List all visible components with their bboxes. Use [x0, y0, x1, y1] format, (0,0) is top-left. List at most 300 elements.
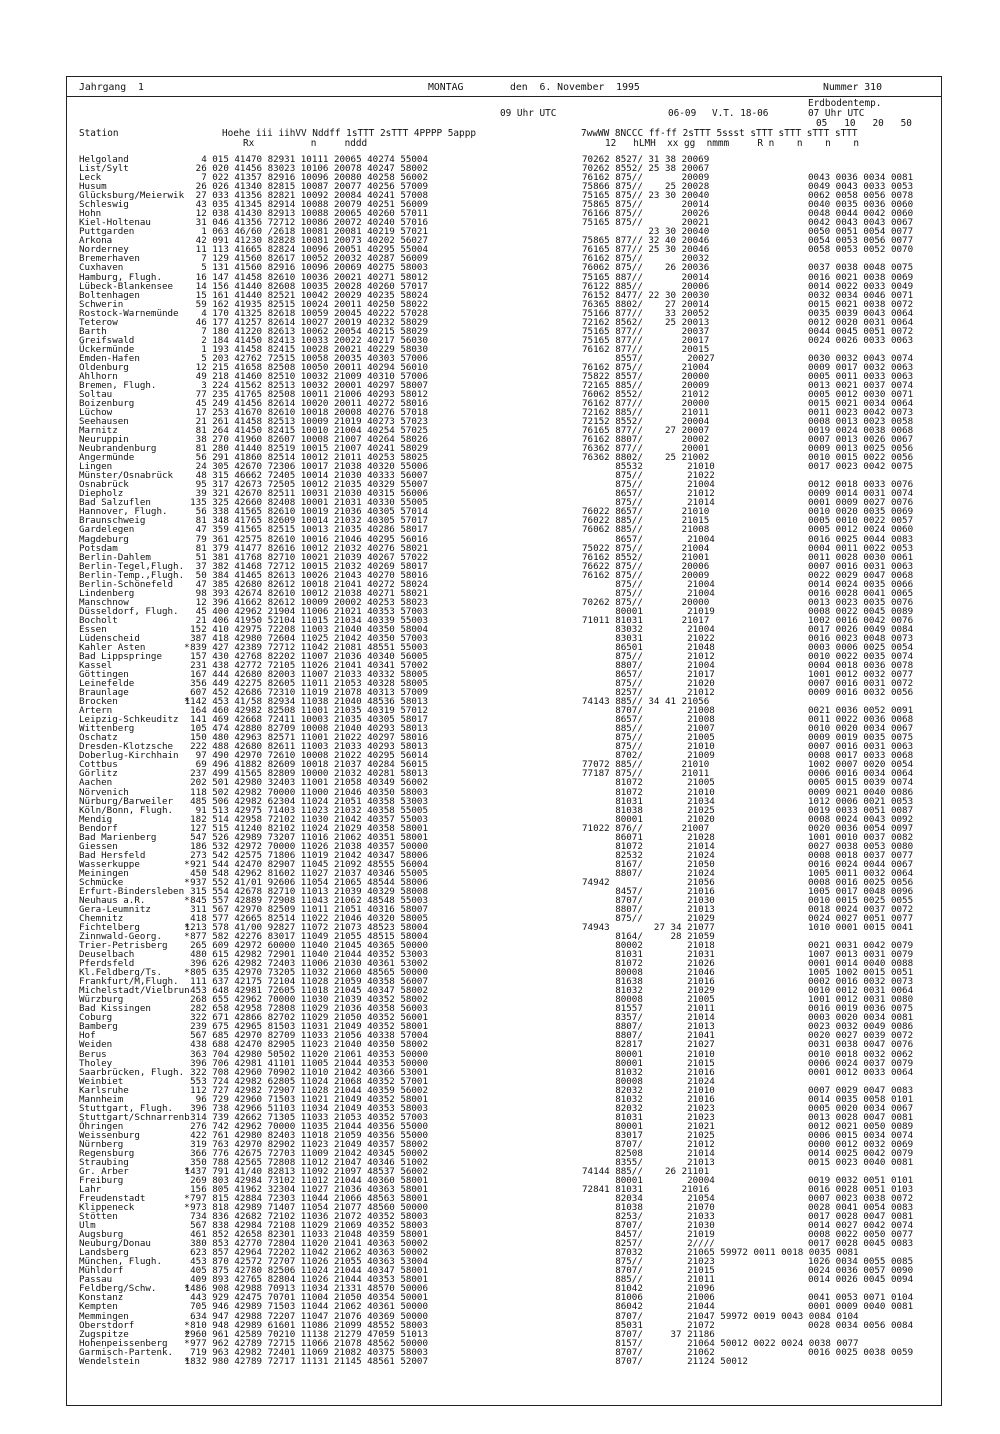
row-09utc-values: 567 685 42970 82709 11033 21056 40338 57004 [190, 1030, 428, 1042]
station-name: Düsseldorf, Flugh. [79, 605, 179, 617]
row-soil-temps: 0030 0032 0043 0074 [808, 352, 914, 364]
row-soil-temps: 0019 0032 0051 0101 [808, 1175, 914, 1186]
row-0609-values: 76162 877// 20000 [582, 397, 710, 409]
row-09utc-values: 46 177 41257 82614 10027 20019 40232 58029 [195, 316, 428, 328]
row-soil-temps: 0005 0012 0030 0071 [808, 388, 914, 400]
row-09utc-values: 322 671 42866 82702 11029 21050 40352 56001 [190, 1012, 428, 1024]
row-09utc-values: 118 502 42982 70000 11000 21046 40350 58003 [190, 786, 428, 798]
station-name: Cuxhaven [79, 262, 124, 274]
row-soil-temps: 0006 0016 0034 0064 [808, 768, 914, 780]
row-soil-temps: 0018 0024 0037 0072 [808, 903, 914, 915]
row-09utc-values: 79 361 42575 82610 10016 21046 40295 56016 [195, 533, 428, 545]
row-soil-temps: 1005 1002 0015 0051 [808, 967, 914, 979]
row-09utc-values: 418 577 42665 82514 11022 21046 40320 58005 [190, 912, 428, 924]
row-0609-values: 76162 8552/ 21001 [582, 551, 710, 563]
row-soil-temps: 0003 0006 0025 0054 [808, 641, 914, 653]
row-0609-values: 8257/ 2//// [582, 1238, 715, 1250]
station-name: Osnabrück [79, 479, 129, 491]
row-0609-values: 74942 21056 [582, 876, 715, 888]
row-09utc-values: 4 170 41325 82618 10059 20045 40222 57028 [201, 307, 428, 319]
row-09utc-values: 156 805 41962 32304 11027 21036 40363 58001 [190, 1184, 428, 1195]
row-soil-temps: 0008 0024 0043 0092 [808, 813, 914, 825]
row-09utc-values: 43 035 41345 82914 10088 20079 40251 56009 [195, 199, 428, 211]
row-0609-values: 8457/ 21019 [582, 1229, 715, 1241]
station-name: Pferdsfeld [79, 958, 135, 970]
row-09utc-values: 797 815 42884 72303 11044 21066 48563 58001 [190, 1193, 428, 1204]
row-09utc-values: 167 444 42680 82003 11007 21033 40332 58005 [190, 669, 428, 680]
row-0609-values: 76162 875// 20009 [582, 172, 710, 184]
row-soil-temps: 0037 0038 0048 0075 [808, 262, 914, 274]
row-09utc-values: 81 348 41765 82609 10014 21032 40305 57017 [195, 515, 428, 527]
row-0609-values: 86501 21048 [582, 641, 715, 653]
row-soil-temps: 0008 0016 0025 0056 [808, 876, 914, 888]
row-soil-temps: 0008 0022 0045 0089 [808, 605, 914, 617]
row-0609-values: 80001 20004 [582, 1175, 715, 1186]
station-name: Norderney [79, 244, 129, 256]
row-09utc-values: 38 270 41960 82607 10008 21007 40264 58026 [195, 434, 428, 446]
row-0609-values: 76022 8657/ 21010 [582, 506, 710, 518]
header-line-2b: 12 hLMH xx gg nmmm R n n n n [605, 138, 859, 149]
row-0609-values: 8257/ 21012 [582, 687, 715, 699]
row-09utc-values: 282 658 42958 72808 11029 21036 40358 56003 [190, 1003, 428, 1015]
station-name: Leinefelde [79, 678, 135, 689]
station-name: Gera-Leumnitz [79, 903, 151, 915]
row-soil-temps: 0058 0053 0052 0070 [808, 244, 914, 256]
station-name: Dresden-Klotzsche [79, 741, 174, 753]
station-name: Zugspitze * [79, 1328, 190, 1340]
row-0609-values: 8457/ 21016 [582, 885, 715, 897]
station-name: Hamburg, Flugh. [79, 271, 162, 283]
row-soil-temps: 0010 0020 0034 0067 [808, 723, 914, 735]
row-soil-temps: 0016 0023 0048 0073 [808, 632, 914, 644]
station-name: Deuselbach [79, 949, 135, 961]
row-09utc-values: 21 261 41458 82513 10009 21019 40273 57023 [195, 416, 428, 427]
row-soil-temps: 0006 0015 0034 0074 [808, 1129, 914, 1141]
row-09utc-values: 322 708 42960 70902 11010 21042 40366 53001 [190, 1066, 428, 1078]
soil-depths: 05 10 20 50 [816, 118, 912, 129]
row-09utc-values: 127 515 41240 82102 11024 21029 40358 58001 [190, 822, 428, 834]
row-soil-temps: 0004 0011 0022 0053 [808, 542, 914, 554]
row-0609-values: 81072 21005 [582, 777, 715, 789]
row-soil-temps: 1001 0012 0032 0077 [808, 669, 914, 680]
station-name: Glücksburg/Meierwik [79, 190, 185, 202]
row-09utc-values: 319 763 42970 82902 11023 21049 40357 58002 [190, 1138, 428, 1150]
row-09utc-values: 315 554 42678 82710 11013 21039 40329 58008 [190, 885, 428, 897]
row-09utc-values: 1213 578 41/00 92827 11072 21073 48523 58004 [184, 922, 428, 933]
row-soil-temps: 0015 0021 0038 0072 [808, 298, 914, 310]
row-0609-values: 81038 21070 [582, 1202, 715, 1214]
row-09utc-values: 634 947 42988 72207 11047 21076 40369 50000 [190, 1310, 428, 1322]
row-09utc-values: 2 184 41450 82413 10033 20022 40217 56030 [201, 334, 428, 346]
station-name: Landsberg [79, 1247, 129, 1259]
station-name: Passau [79, 1274, 113, 1286]
row-soil-temps: 0014 0025 0042 0079 [808, 1147, 914, 1159]
station-name: Erfurt-Bindersleben [79, 885, 185, 897]
group-09-utc: 09 Uhr UTC [500, 108, 557, 119]
row-0609-values: 70262 875// 20000 [582, 596, 710, 608]
row-09utc-values: 12 038 41430 82913 10088 20065 40260 57011 [195, 208, 428, 220]
station-name: Lüdenscheid [79, 632, 140, 644]
row-09utc-values: 135 325 42660 82408 10001 21031 40330 55005 [190, 497, 428, 509]
station-name: Stötten [79, 1211, 118, 1223]
station-name: Berlin-Temp.,Flugh. [79, 569, 185, 581]
row-09utc-values: 91 513 42975 71403 11023 21032 40358 55005 [195, 804, 428, 816]
row-0609-values: 8657/ 21017 [582, 669, 715, 680]
row-soil-temps: 0004 0018 0036 0078 [808, 660, 914, 671]
row-soil-temps: 0003 0020 0034 0081 [808, 1012, 914, 1024]
row-0609-values: 8557/ 20027 [582, 352, 715, 364]
row-soil-temps: 0014 0035 0058 0101 [808, 1093, 914, 1105]
station-name: Boltenhagen [79, 289, 140, 301]
station-name: Nürnberg [79, 1138, 124, 1150]
row-0609-values: 77187 875// 21011 [582, 768, 710, 780]
row-09utc-values: 547 526 42989 73207 11016 21062 40351 58001 [190, 831, 428, 843]
row-0609-values: 23 30 20040 [582, 226, 710, 238]
row-0609-values: 80001 21021 [582, 1120, 715, 1132]
row-09utc-values: 105 474 42880 82709 10008 21040 40293 58013 [190, 723, 428, 735]
row-soil-temps: 0011 0023 0042 0073 [808, 407, 914, 418]
row-soil-temps: 0013 0023 0035 0076 [808, 596, 914, 608]
row-soil-temps: 0010 0015 0022 0056 [808, 452, 914, 464]
row-soil-temps: 0017 0028 0045 0083 [808, 1238, 914, 1250]
station-name: Karlsruhe [79, 1084, 129, 1096]
station-name: Würzburg [79, 994, 124, 1006]
station-name: Klippeneck * [79, 1202, 190, 1214]
row-0609-values: 86071 21028 [582, 831, 715, 843]
station-name: Konstanz [79, 1292, 124, 1304]
station-name: Frankfurt/M,Flugh. [79, 976, 179, 988]
row-0609-values: 80008 21046 [582, 967, 715, 979]
station-name: Weinbiet [79, 1075, 124, 1087]
row-0609-values: 8707/ 21008 [582, 705, 715, 717]
row-09utc-values: 111 637 42175 72104 11028 21059 40358 56007 [190, 976, 428, 988]
row-09utc-values: 182 514 42958 72102 11030 21042 40357 55003 [190, 813, 428, 825]
row-soil-temps: 0024 0027 0051 0077 [808, 912, 914, 924]
row-soil-temps: 0062 0058 0056 0078 [808, 190, 914, 202]
station-name: Wasserkuppe * [79, 858, 190, 870]
station-name: Angermünde [79, 452, 135, 464]
row-0609-values: 8807/ 21013 [582, 1021, 715, 1033]
row-0609-values: 8707/ 21062 [582, 1346, 715, 1358]
station-name: Brocken * [79, 696, 190, 708]
station-name: Neuburg/Donau [79, 1238, 151, 1250]
row-09utc-values: 26 020 41456 83023 10106 20078 40247 58002 [195, 163, 428, 174]
row-09utc-values: 31 046 41356 72712 10086 20072 40240 57016 [195, 217, 428, 229]
row-09utc-values: 973 818 42989 71407 11054 21077 48560 50000 [190, 1202, 428, 1214]
row-0609-values: 87032 21065 59972 0011 0018 0035 0081 [582, 1247, 859, 1259]
row-0609-values: 75022 875// 21004 [582, 542, 710, 554]
row-09utc-values: 734 836 42682 72102 11036 21072 40352 58003 [190, 1211, 428, 1223]
station-name: Schmücke * [79, 876, 190, 888]
header-line-1: Hoehe iii iihVV Nddff 1sTTT 2sTTT 4PPPP 5appp [222, 128, 476, 139]
row-soil-temps: 0008 0017 0033 0068 [808, 750, 914, 762]
row-0609-values: 76165 877// 25 30 20046 [582, 244, 710, 256]
row-0609-values: 875// 21004 [582, 479, 715, 491]
station-name: Freudenstadt * [79, 1193, 190, 1204]
row-soil-temps: 0028 0034 0056 0084 [808, 1319, 914, 1331]
row-soil-temps: 0009 0016 0032 0056 [808, 687, 914, 699]
row-soil-temps: 0007 0013 0026 0067 [808, 434, 914, 446]
station-header: Station [79, 128, 119, 139]
station-name: Trier-Petrisberg [79, 940, 168, 951]
row-soil-temps: 0001 0012 0033 0064 [808, 1066, 914, 1078]
station-name: Marnitz [79, 425, 118, 437]
row-0609-values: 8253/ 21033 [582, 1211, 715, 1223]
row-09utc-values: 186 532 42972 70000 11026 21038 40357 50000 [190, 840, 428, 852]
row-soil-temps: 0014 0026 0045 0094 [808, 1274, 914, 1286]
row-0609-values: 8707/ 21124 50012 [582, 1355, 748, 1367]
row-soil-temps: 0005 0015 0039 0074 [808, 777, 914, 789]
row-0609-values: 81031 21034 [582, 795, 715, 807]
row-0609-values: 81032 21016 [582, 1093, 715, 1105]
row-09utc-values: 461 852 42658 82301 11033 21048 40359 58001 [190, 1229, 428, 1241]
station-name: Hannover, Flugh. [79, 506, 168, 518]
row-09utc-values: 95 317 42673 72505 10012 21035 40329 55007 [195, 479, 428, 491]
row-soil-temps: 0016 0021 0038 0069 [808, 271, 914, 283]
row-soil-temps: 1010 0001 0015 0041 [808, 922, 914, 933]
row-0609-values: 86042 21044 [582, 1301, 715, 1313]
row-soil-temps: 0010 0012 0031 0064 [808, 985, 914, 997]
station-name: Braunlage [79, 687, 129, 699]
row-09utc-values: 5 131 41560 82916 10096 20069 40275 58003 [201, 262, 428, 274]
row-soil-temps: 0031 0038 0047 0076 [808, 1039, 914, 1051]
row-soil-temps: 0007 0029 0047 0083 [808, 1084, 914, 1096]
station-name: Saarbrücken, Flugh. [79, 1066, 185, 1078]
row-09utc-values: 422 761 42980 82403 11018 21059 40356 55000 [190, 1129, 428, 1141]
row-09utc-values: 265 609 42972 60000 11040 21045 40365 50000 [190, 940, 428, 951]
row-0609-values: 76162 8807/ 20002 [582, 434, 710, 446]
station-name: Fichtelberg * [79, 922, 190, 933]
row-0609-values: 85532 21010 [582, 461, 715, 473]
row-0609-values: 875// 21004 [582, 578, 715, 590]
row-09utc-values: 396 626 42982 72403 11006 21030 40361 53002 [190, 958, 428, 970]
row-soil-temps: 0011 0022 0036 0068 [808, 714, 914, 726]
station-name: Hohenpeissenberg * [79, 1337, 190, 1349]
row-0609-values: 81038 21025 [582, 804, 715, 816]
row-0609-values: 74143 885// 34 41 21056 [582, 696, 710, 708]
row-09utc-values: 7 180 41220 82613 10062 20054 40215 58029 [201, 325, 428, 337]
station-name: Neuruppin [79, 434, 129, 446]
row-09utc-values: 21 406 41950 52104 11015 21034 40339 55003 [195, 614, 428, 626]
row-soil-temps: 0016 0028 0041 0065 [808, 587, 914, 599]
row-0609-values: 76362 877// 20001 [582, 443, 710, 455]
station-name: Oschatz [79, 732, 118, 744]
row-soil-temps: 0016 0019 0036 0075 [808, 1003, 914, 1015]
row-soil-temps: 0049 0043 0033 0053 [808, 181, 914, 193]
station-name: Leck [79, 172, 102, 184]
row-09utc-values: 380 853 42770 72804 11020 21041 40363 50002 [190, 1238, 428, 1250]
row-09utc-values: 81 264 41450 82415 10010 21004 40254 57025 [195, 425, 428, 437]
station-name: Berlin-Tegel,Flugh. [79, 560, 185, 572]
row-soil-temps: 0012 0020 0031 0064 [808, 316, 914, 328]
station-name: Schleswig [79, 199, 129, 211]
row-0609-values: 875// 21029 [582, 912, 715, 924]
row-09utc-values: 11 113 41665 82824 10096 20051 40295 55004 [195, 244, 428, 256]
row-soil-temps: 0005 0010 0022 0057 [808, 515, 914, 527]
station-name: Kl.Feldberg/Ts. * [79, 967, 190, 979]
row-0609-values: 81031 21023 [582, 1111, 715, 1123]
row-soil-temps: 0044 0045 0051 0072 [808, 325, 914, 337]
row-09utc-values: 222 488 42680 82611 11003 21033 40293 58013 [190, 741, 428, 753]
row-09utc-values: 356 449 42275 82605 11011 21053 40328 58005 [190, 678, 428, 689]
station-name: Kiel-Holtenau [79, 217, 151, 229]
row-09utc-values: 97 490 42970 72610 10008 21022 40295 56014 [195, 750, 428, 762]
station-name: Tholey [79, 1057, 113, 1069]
row-09utc-values: 977 962 42789 72715 11066 21078 48562 50000 [190, 1337, 428, 1349]
row-soil-temps: 0009 0021 0040 0086 [808, 786, 914, 798]
row-0609-values: 81031 21031 [582, 949, 715, 961]
row-soil-temps: 0050 0051 0054 0077 [808, 226, 914, 238]
row-0609-values: 8807/ 21013 [582, 903, 715, 915]
row-09utc-values: 810 948 42989 61601 11086 21099 48552 58003 [190, 1319, 428, 1331]
row-soil-temps: 0027 0038 0053 0080 [808, 840, 914, 852]
row-0609-values: 76062 885// 21008 [582, 524, 710, 536]
row-09utc-values: 152 410 42975 72208 11003 21040 40350 58004 [190, 623, 428, 635]
row-soil-temps: 0007 0023 0038 0072 [808, 1193, 914, 1204]
row-0609-values: 75165 875// 23 30 20040 [582, 190, 710, 202]
row-0609-values: 76152 8477/ 22 30 20030 [582, 289, 710, 301]
station-name: Puttgarden [79, 226, 135, 238]
station-name: Bremen, Flugh. [79, 379, 157, 391]
station-name: Helgoland [79, 154, 129, 165]
station-name: Berlin-Dahlem [79, 551, 151, 563]
row-0609-values: 77072 885// 21010 [582, 759, 710, 771]
header-line-2: Rx n nddd [243, 138, 368, 149]
row-09utc-values: 366 776 42675 72703 11009 21042 40345 50002 [190, 1147, 428, 1159]
row-09utc-values: 845 557 42889 72908 11043 21062 48548 55003 [190, 894, 428, 906]
row-09utc-values: 269 803 42984 73102 11012 21044 40360 58001 [190, 1175, 428, 1186]
row-09utc-values: 438 688 42470 82905 11023 21040 40350 58002 [190, 1039, 428, 1051]
row-09utc-values: 47 359 41565 82515 10013 21035 40286 58017 [195, 524, 428, 536]
row-soil-temps: 0011 0028 0030 0061 [808, 551, 914, 563]
row-0609-values: 8657/ 21008 [582, 714, 715, 726]
row-soil-temps: 0014 0024 0035 0066 [808, 578, 914, 590]
issue-date: den 6. November 1995 [510, 82, 640, 93]
row-09utc-values: 396 706 42981 41101 11005 21044 40353 50000 [190, 1057, 428, 1069]
row-soil-temps: 0043 0036 0034 0081 [808, 172, 914, 184]
row-soil-temps: 0007 0016 0031 0063 [808, 741, 914, 753]
station-name: Oberstdorf * [79, 1319, 190, 1331]
station-name: Meiningen [79, 867, 129, 879]
row-soil-temps: 0042 0043 0043 0067 [808, 217, 914, 229]
row-soil-temps: 0017 0026 0049 0084 [808, 623, 914, 635]
row-09utc-values: 239 675 42965 81503 11031 21049 40352 58001 [190, 1021, 428, 1033]
row-0609-values: 875// 21023 [582, 1256, 715, 1268]
row-09utc-values: 719 963 42982 72401 11069 21082 40375 58003 [190, 1346, 428, 1358]
row-09utc-values: 7 022 41357 82916 10096 20080 40258 56002 [201, 172, 428, 184]
row-09utc-values: 1 063 46/60 /2618 10081 20081 40219 57021 [201, 226, 428, 238]
row-09utc-values: 405 875 42780 82506 11024 21044 40347 58001 [190, 1265, 428, 1277]
row-soil-temps: 0019 0033 0051 0087 [808, 804, 914, 816]
row-09utc-values: 485 506 42982 62304 11024 21051 40358 53003 [190, 795, 428, 807]
row-0609-values: 76162 875// 20009 [582, 569, 710, 581]
row-09utc-values: 553 724 42982 62805 11024 21068 40352 57001 [190, 1075, 428, 1087]
row-soil-temps: 0054 0053 0056 0077 [808, 235, 914, 247]
row-09utc-values: 24 305 42670 72306 10017 21038 40320 55006 [195, 461, 428, 473]
row-0609-values: 74943 27 34 21077 [582, 922, 715, 933]
row-soil-temps: 0009 0013 0025 0056 [808, 443, 914, 455]
row-09utc-values: 37 382 41468 72712 10015 21032 40269 58017 [195, 560, 428, 572]
jahrgang: Jahrgang 1 [79, 82, 144, 93]
row-soil-temps: 0007 0016 0031 0072 [808, 678, 914, 689]
station-name: Greifswald [79, 334, 135, 346]
row-0609-values: 8707/ 21015 [582, 1265, 715, 1277]
row-09utc-values: 48 315 46662 72405 10014 21030 40333 56007 [195, 470, 428, 482]
row-0609-values: 80008 21005 [582, 994, 715, 1006]
station-name: Wittenberg [79, 723, 135, 735]
row-soil-temps: 0009 0014 0031 0074 [808, 488, 914, 500]
row-0609-values: 83032 21004 [582, 623, 715, 635]
station-name: Coburg [79, 1012, 113, 1024]
station-name: Bendorf [79, 822, 118, 834]
station-name: Görlitz [79, 768, 118, 780]
row-0609-values: 82532 21024 [582, 849, 715, 861]
row-0609-values: 76062 8552/ 21012 [582, 388, 710, 400]
station-name: Arkona [79, 235, 113, 247]
row-0609-values: 8707/ 21012 [582, 1138, 715, 1150]
row-09utc-values: 1832 980 42789 72717 11131 21145 48561 52007 [184, 1355, 428, 1367]
row-0609-values: 8807/ 21004 [582, 660, 715, 671]
station-name: Bad Lippspringe [79, 650, 162, 662]
row-0609-values: 75165 887// 20014 [582, 271, 710, 283]
row-09utc-values: 15 161 41440 82521 10042 20029 40235 58024 [195, 289, 428, 301]
station-name: Kempten [79, 1301, 118, 1313]
row-0609-values: 885// 21011 [582, 1274, 715, 1286]
row-soil-temps: 0015 0023 0040 0081 [808, 1156, 914, 1168]
station-name: Teterow [79, 316, 118, 328]
row-0609-values: 82032 21023 [582, 1102, 715, 1114]
station-name: Augsburg [79, 1229, 124, 1241]
row-soil-temps: 0015 0021 0034 0064 [808, 397, 914, 409]
station-name: Öhringen [79, 1120, 124, 1132]
row-soil-temps: 0001 0009 0027 0076 [808, 497, 914, 509]
row-0609-values: 75866 875// 25 20028 [582, 181, 710, 193]
row-0609-values: 80008 21024 [582, 1075, 715, 1087]
row-09utc-values: 7 129 41560 82617 10052 20032 40287 56009 [201, 253, 428, 265]
row-0609-values: 8707/ 21030 [582, 894, 715, 906]
station-name: Ahlhorn [79, 370, 118, 382]
row-0609-values: 8707/ 37 21186 [582, 1328, 715, 1340]
row-09utc-values: 141 469 42668 72411 10003 21035 40305 58017 [190, 714, 428, 726]
row-0609-values: 81072 21026 [582, 958, 715, 970]
station-name: Mendig [79, 813, 113, 825]
row-soil-temps: 0020 0036 0054 0097 [808, 822, 914, 834]
station-name: Cottbus [79, 759, 118, 771]
row-0609-values: 8657/ 21004 [582, 533, 715, 545]
station-name: Michelstadt/Vielbrun [79, 985, 190, 997]
row-0609-values: 85031 21072 [582, 1319, 715, 1331]
station-name: Ückermünde [79, 343, 135, 355]
station-name: Bamberg [79, 1021, 118, 1033]
row-0609-values: 82034 21054 [582, 1193, 715, 1204]
row-soil-temps: 0020 0027 0039 0072 [808, 1030, 914, 1042]
station-name: Gardelegen [79, 524, 135, 536]
row-09utc-values: 45 400 42962 21904 11006 21021 40353 57003 [195, 605, 428, 617]
row-0609-values: 8157/ 21064 50012 0022 0024 0038 0077 [582, 1337, 859, 1349]
row-0609-values: 875// 21005 [582, 732, 715, 744]
row-soil-temps: 1005 0017 0048 0096 [808, 885, 914, 897]
station-name: Berlin-Schönefeld [79, 578, 174, 590]
row-soil-temps: 0016 0024 0044 0067 [808, 858, 914, 870]
row-0609-values: 8702/ 21009 [582, 750, 715, 762]
station-name: Soltau [79, 388, 113, 400]
row-09utc-values: 839 427 42389 72712 11042 21081 48551 55003 [190, 641, 428, 653]
row-soil-temps: 0009 0019 0035 0075 [808, 732, 914, 744]
row-09utc-values: 921 544 42470 82907 11045 21092 48555 56004 [190, 858, 428, 870]
row-09utc-values: 237 499 41565 82809 10000 21032 40281 58013 [190, 768, 428, 780]
row-0609-values: 72162 8562/ 25 20013 [582, 316, 710, 328]
station-name: Memmingen [79, 1310, 129, 1322]
